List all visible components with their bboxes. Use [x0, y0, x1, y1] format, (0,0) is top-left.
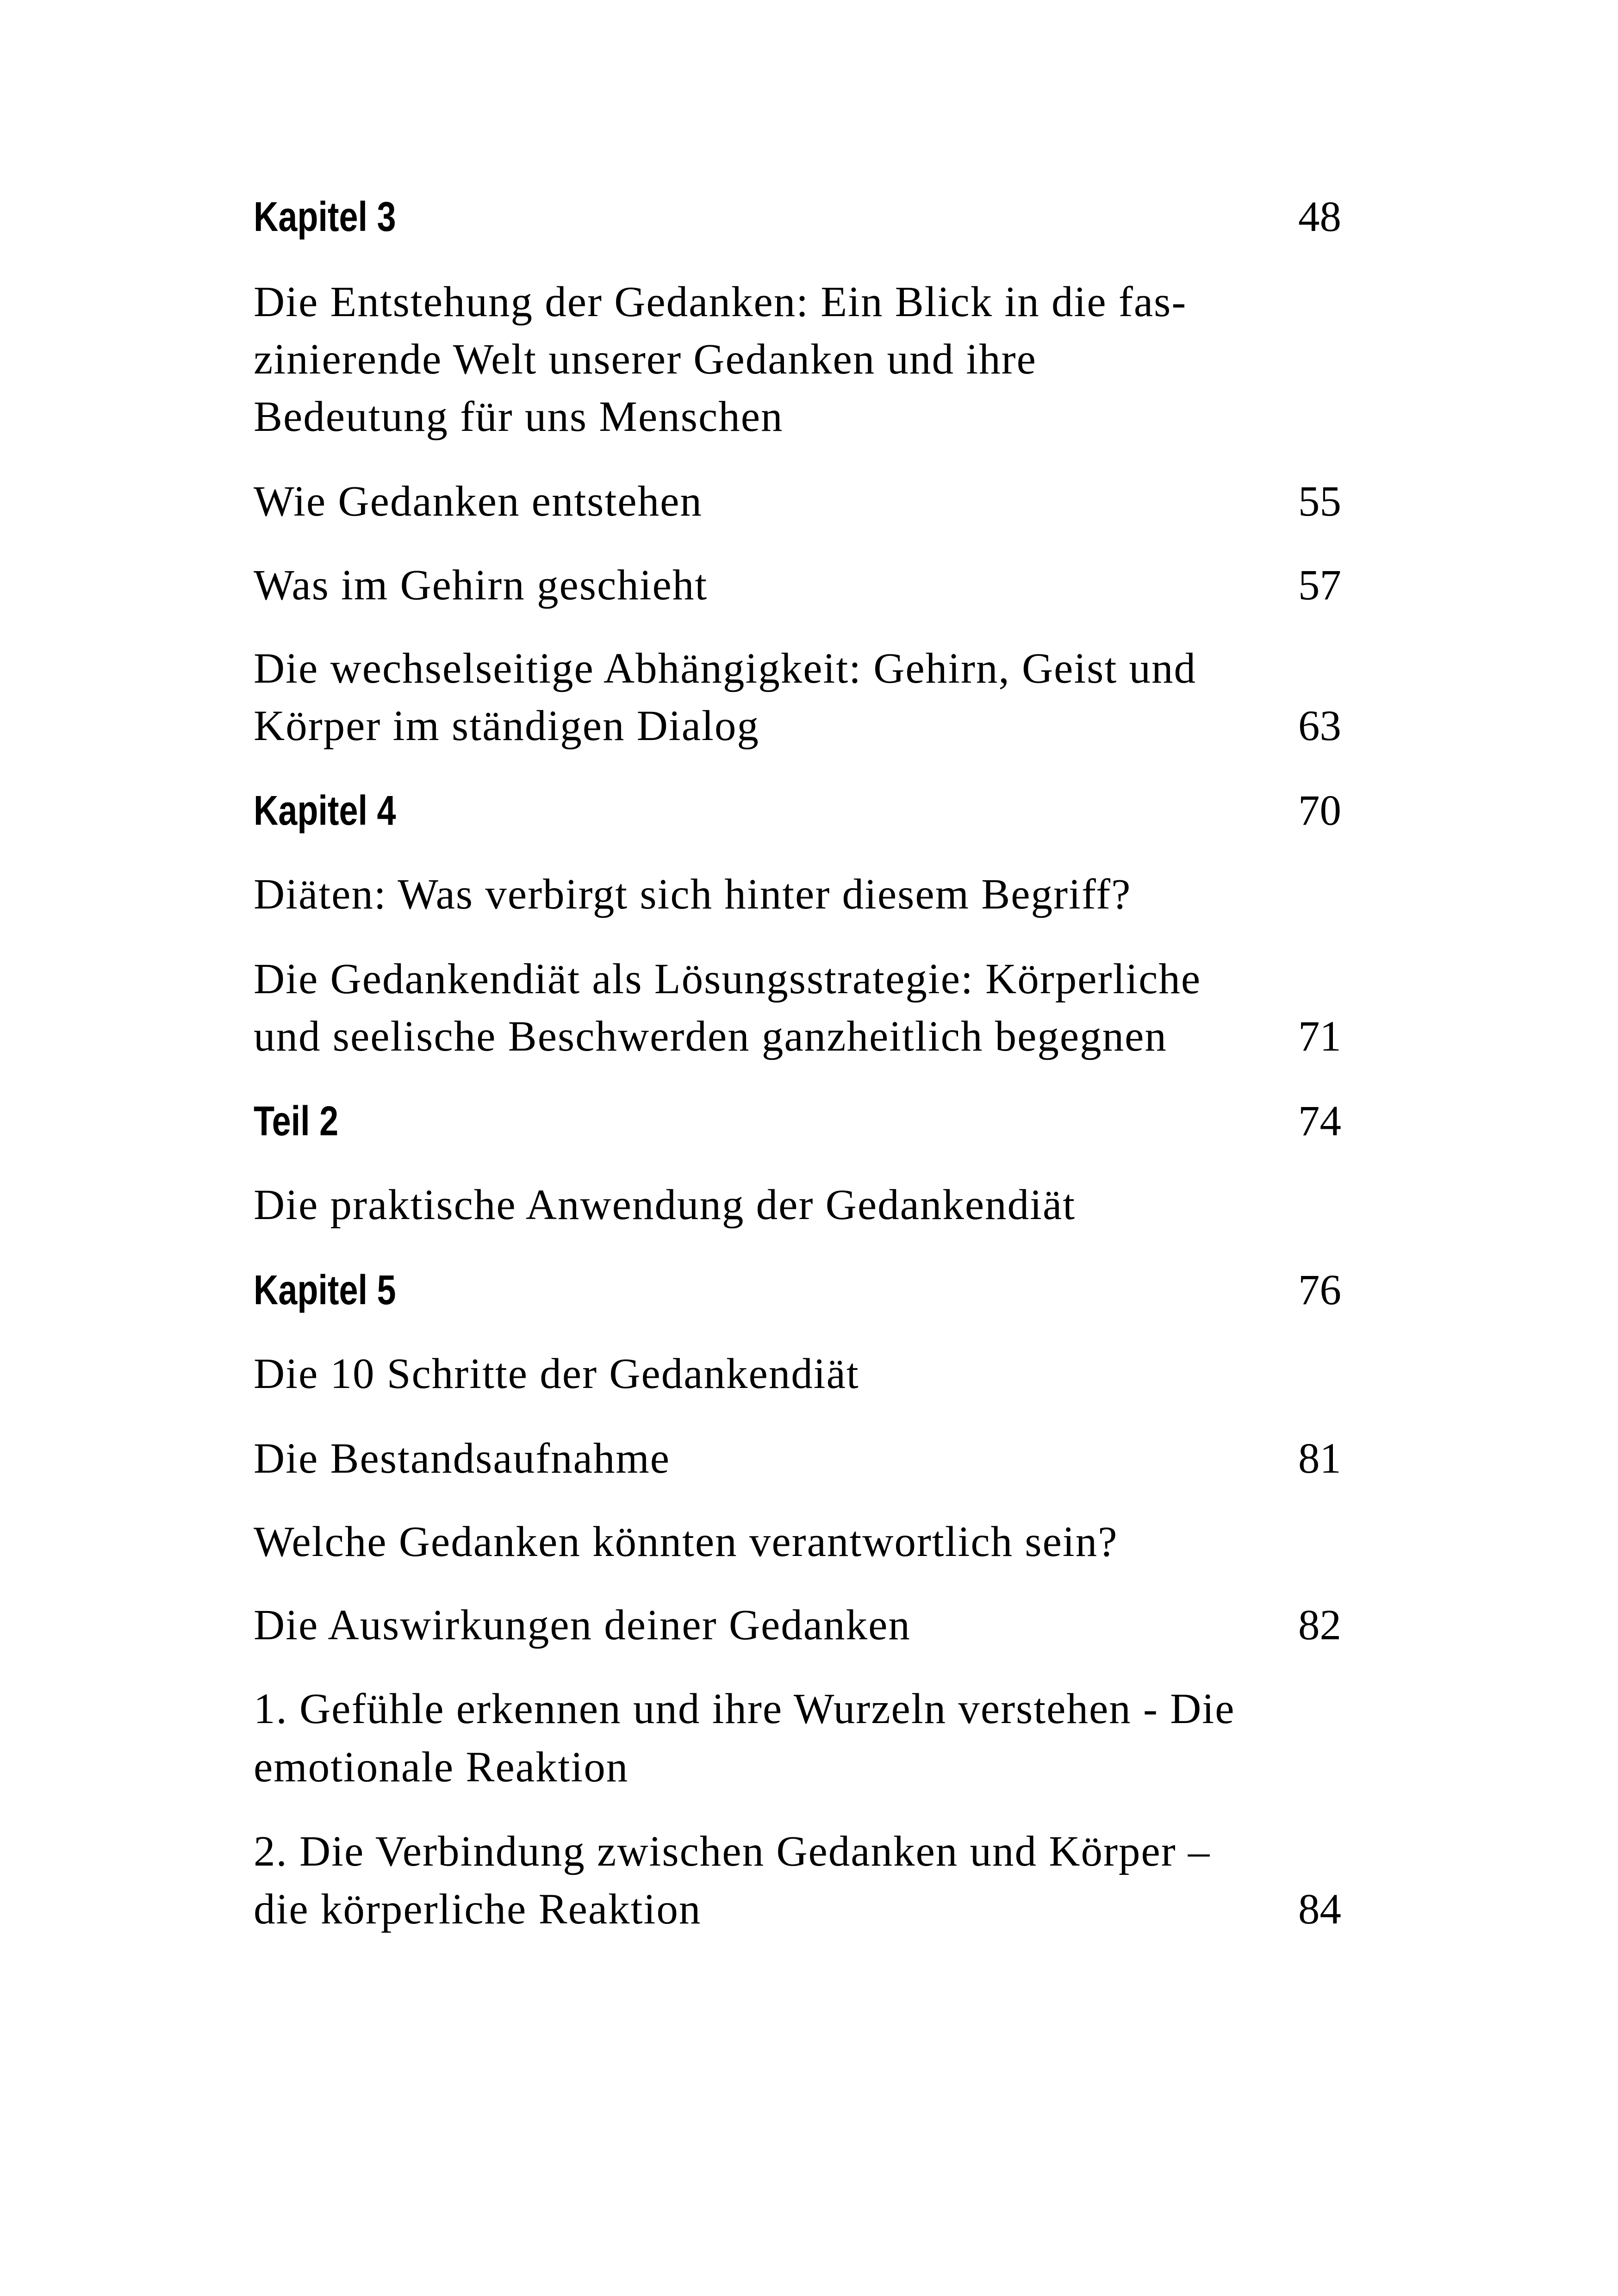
page-number: 55 [1298, 478, 1341, 525]
toc-entry-line: Die 10 Schritte der Gedankendiät [254, 1350, 859, 1398]
toc-heading: Kapitel 4 [254, 788, 396, 834]
page-number: 81 [1298, 1435, 1341, 1482]
page-number: 82 [1298, 1601, 1341, 1649]
page-number: 84 [1298, 1885, 1341, 1933]
page-number: 71 [1298, 1013, 1341, 1060]
toc-entry-line: Körper im ständigen Dialog [254, 702, 759, 750]
toc-heading: Kapitel 5 [254, 1267, 396, 1313]
toc-entry-line: Die Gedankendiät als Lösungsstrategie: Körperliche [254, 955, 1201, 1003]
page-number: 76 [1298, 1266, 1341, 1314]
toc-entry-line: Die Entstehung der Gedanken: Ein Blick in die fas- [254, 278, 1187, 326]
toc-entry-line: zinierende Welt unserer Gedanken und ihre [254, 336, 1037, 383]
toc-entry-line: emotionale Reaktion [254, 1743, 629, 1791]
toc-entry-line: Die Bestandsaufnahme [254, 1435, 670, 1482]
toc-entry-line: die körperliche Reaktion [254, 1885, 702, 1933]
toc-entry-line: Bedeutung für uns Menschen [254, 393, 784, 441]
page-number: 57 [1298, 561, 1341, 609]
page-number: 70 [1298, 787, 1341, 834]
page-number: 48 [1298, 193, 1341, 241]
toc-heading: Teil 2 [254, 1098, 339, 1145]
toc-entry-line: Was im Gehirn geschieht [254, 561, 708, 609]
toc-entry-line: Welche Gedanken könnten verantwortlich sein? [254, 1518, 1118, 1566]
toc-heading: Kapitel 3 [254, 194, 396, 240]
toc-entry-line: Wie Gedanken entstehen [254, 478, 703, 525]
toc-entry-line: Die praktische Anwendung der Gedankendiät [254, 1181, 1076, 1229]
page-number: 63 [1298, 702, 1341, 750]
toc-entry-line: 1. Gefühle erkennen und ihre Wurzeln verstehen - Die [254, 1685, 1235, 1733]
toc-entry-line: 2. Die Verbindung zwischen Gedanken und Körper – [254, 1828, 1211, 1875]
page-number: 74 [1298, 1097, 1341, 1145]
toc-entry-line: Die wechselseitige Abhängigkeit: Gehirn, Geist und [254, 645, 1197, 692]
toc-entry-line: Diäten: Was verbirgt sich hinter diesem Begriff? [254, 871, 1132, 918]
toc-entry-line: Die Auswirkungen deiner Gedanken [254, 1601, 911, 1649]
toc-entry-line: und seelische Beschwerden ganzheitlich begegnen [254, 1013, 1167, 1060]
